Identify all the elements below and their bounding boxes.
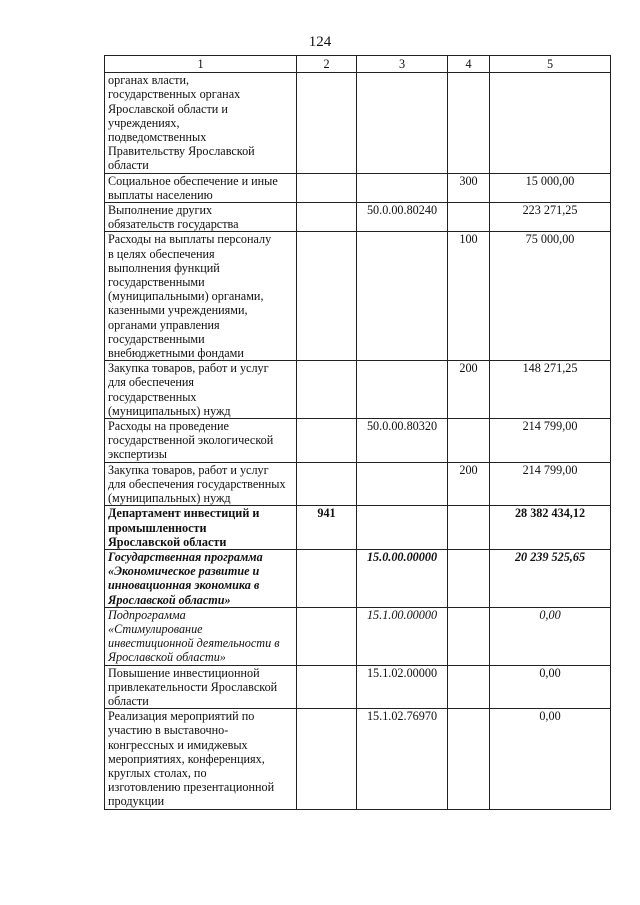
row-name-cell [105, 462, 297, 506]
row-amount: 15 000,00 [490, 173, 611, 202]
row-department-code [297, 419, 357, 463]
table-row [105, 203, 611, 232]
row-expense-type [448, 665, 490, 709]
header-cell-3: 3 [357, 56, 448, 73]
row-name-cell [105, 361, 297, 419]
row-department-code [297, 361, 357, 419]
header-cell-2: 2 [297, 56, 357, 73]
table-row [105, 419, 611, 463]
row-target-article: 15.1.00.00000 [357, 607, 448, 665]
row-amount: 214 799,00 [490, 419, 611, 463]
row-target-article [357, 462, 448, 506]
row-name-line: Расходы на выплаты персоналу [108, 232, 272, 247]
row-name-line: Социальное обеспечение и иные [108, 173, 278, 188]
row-name-line: государственной экологической [108, 433, 274, 448]
row-department-code [297, 203, 357, 232]
row-name-cell [105, 665, 297, 709]
row-target-article: 15.1.02.00000 [357, 665, 448, 709]
row-department-code [297, 665, 357, 709]
row-name-line: внебюджетными фондами [108, 346, 244, 361]
budget-table [104, 55, 611, 810]
row-name-line: Ярославской области» [108, 650, 226, 665]
row-name-line: «Стимулирование [108, 621, 203, 636]
row-target-article [357, 173, 448, 202]
row-name-line: изготовлению презентационной [108, 780, 275, 795]
row-name-cell [105, 607, 297, 665]
row-name-line: продукции [108, 794, 165, 809]
header-cell-1: 1 [105, 56, 297, 73]
row-name-cell [105, 73, 297, 173]
row-name-line: (муниципальных) нужд [108, 491, 231, 506]
row-department-code [297, 709, 357, 809]
row-name-line: (муниципальными) органами, [108, 289, 264, 304]
header-row [105, 56, 611, 73]
row-amount: 223 271,25 [490, 203, 611, 232]
table-row [105, 549, 611, 607]
row-name-line: подведомственных [108, 130, 207, 145]
row-name-line: Реализация мероприятий по [108, 709, 255, 724]
row-name-line: для обеспечения [108, 375, 195, 390]
table-row [105, 462, 611, 506]
row-target-article: 15.1.02.76970 [357, 709, 448, 809]
row-expense-type: 300 [448, 173, 490, 202]
row-name-line: Ярославской области и [108, 101, 228, 116]
row-name-line: инвестиционной деятельности в [108, 636, 280, 651]
row-expense-type [448, 709, 490, 809]
row-target-article [357, 232, 448, 361]
row-name-line: участию в выставочно- [108, 723, 229, 738]
row-target-article [357, 73, 448, 173]
row-name-line: органах власти, [108, 73, 190, 88]
table-row [105, 73, 611, 173]
row-name-line: государственных [108, 389, 197, 404]
row-expense-type [448, 73, 490, 173]
row-expense-type [448, 506, 490, 550]
table-row [105, 607, 611, 665]
row-target-article [357, 506, 448, 550]
row-name-cell [105, 419, 297, 463]
row-department-code [297, 73, 357, 173]
row-name-line: Закупка товаров, работ и услуг [108, 361, 269, 376]
row-name-line: обязательств государства [108, 217, 239, 232]
row-name-line: Выполнение других [108, 203, 213, 218]
row-expense-type [448, 419, 490, 463]
row-expense-type [448, 203, 490, 232]
row-name-line: казенными учреждениями, [108, 303, 248, 318]
row-target-article: 15.0.00.00000 [357, 549, 448, 607]
row-name-line: учреждениях, [108, 115, 180, 130]
row-department-code: 941 [297, 506, 357, 550]
row-name-line: Повышение инвестиционной [108, 665, 260, 680]
table-row [105, 665, 611, 709]
row-amount: 0,00 [490, 607, 611, 665]
row-department-code [297, 232, 357, 361]
header-cell-4: 4 [448, 56, 490, 73]
row-expense-type: 200 [448, 361, 490, 419]
row-amount [490, 73, 611, 173]
row-name-line: области [108, 158, 149, 173]
row-name-line: конгрессных и имиджевых [108, 737, 248, 752]
row-name-line: промышленности [108, 520, 207, 535]
row-name-line: «Экономическое развитие и [108, 564, 260, 579]
row-name-line: в целях обеспечения [108, 246, 215, 261]
row-name-line: (муниципальных) нужд [108, 403, 231, 418]
row-target-article [357, 361, 448, 419]
row-name-line: для обеспечения государственных [108, 476, 286, 491]
row-amount: 28 382 434,12 [490, 506, 611, 550]
row-amount: 0,00 [490, 665, 611, 709]
row-name-line: выполнения функций [108, 260, 220, 275]
row-department-code [297, 549, 357, 607]
row-amount: 0,00 [490, 709, 611, 809]
row-name-cell [105, 549, 297, 607]
row-department-code [297, 607, 357, 665]
row-name-line: государственных органах [108, 87, 241, 102]
table-row [105, 361, 611, 419]
row-name-cell [105, 709, 297, 809]
row-name-cell [105, 232, 297, 361]
row-amount: 75 000,00 [490, 232, 611, 361]
table-body [105, 73, 611, 809]
row-name-line: инновационная экономика в [108, 578, 260, 593]
row-name-line: Расходы на проведение [108, 419, 229, 434]
row-amount: 148 271,25 [490, 361, 611, 419]
table-row [105, 709, 611, 809]
row-name-line: Ярославской области [108, 534, 227, 549]
row-name-line: выплаты населению [108, 187, 213, 202]
row-expense-type [448, 607, 490, 665]
row-name-line: Закупка товаров, работ и услуг [108, 462, 269, 477]
row-name-line: Правительству Ярославской [108, 144, 255, 159]
table-row [105, 232, 611, 361]
row-target-article: 50.0.00.80320 [357, 419, 448, 463]
row-expense-type: 200 [448, 462, 490, 506]
row-name-line: Подпрограмма [108, 607, 186, 622]
table-row [105, 173, 611, 202]
row-name-line: мероприятиях, конференциях, [108, 751, 265, 766]
row-name-line: государственными [108, 275, 205, 290]
row-name-line: органами управления [108, 317, 220, 332]
row-name-line: круглых столах, по [108, 765, 207, 780]
header-cell-5: 5 [490, 56, 611, 73]
row-name-line: Государственная программа [108, 549, 263, 564]
row-department-code [297, 173, 357, 202]
row-name-line: Ярославской области» [108, 592, 231, 607]
row-name-line: области [108, 693, 149, 708]
row-target-article: 50.0.00.80240 [357, 203, 448, 232]
row-department-code [297, 462, 357, 506]
table-row [105, 506, 611, 550]
row-name-line: привлекательности Ярославской [108, 679, 278, 694]
row-amount: 214 799,00 [490, 462, 611, 506]
row-name-cell [105, 203, 297, 232]
row-expense-type: 100 [448, 232, 490, 361]
row-name-line: экспертизы [108, 447, 167, 462]
row-name-cell [105, 173, 297, 202]
row-name-cell [105, 506, 297, 550]
row-name-line: государственными [108, 331, 205, 346]
page-number: 124 [308, 34, 332, 50]
row-expense-type [448, 549, 490, 607]
row-name-line: Департамент инвестиций и [108, 506, 260, 521]
row-amount: 20 239 525,65 [490, 549, 611, 607]
